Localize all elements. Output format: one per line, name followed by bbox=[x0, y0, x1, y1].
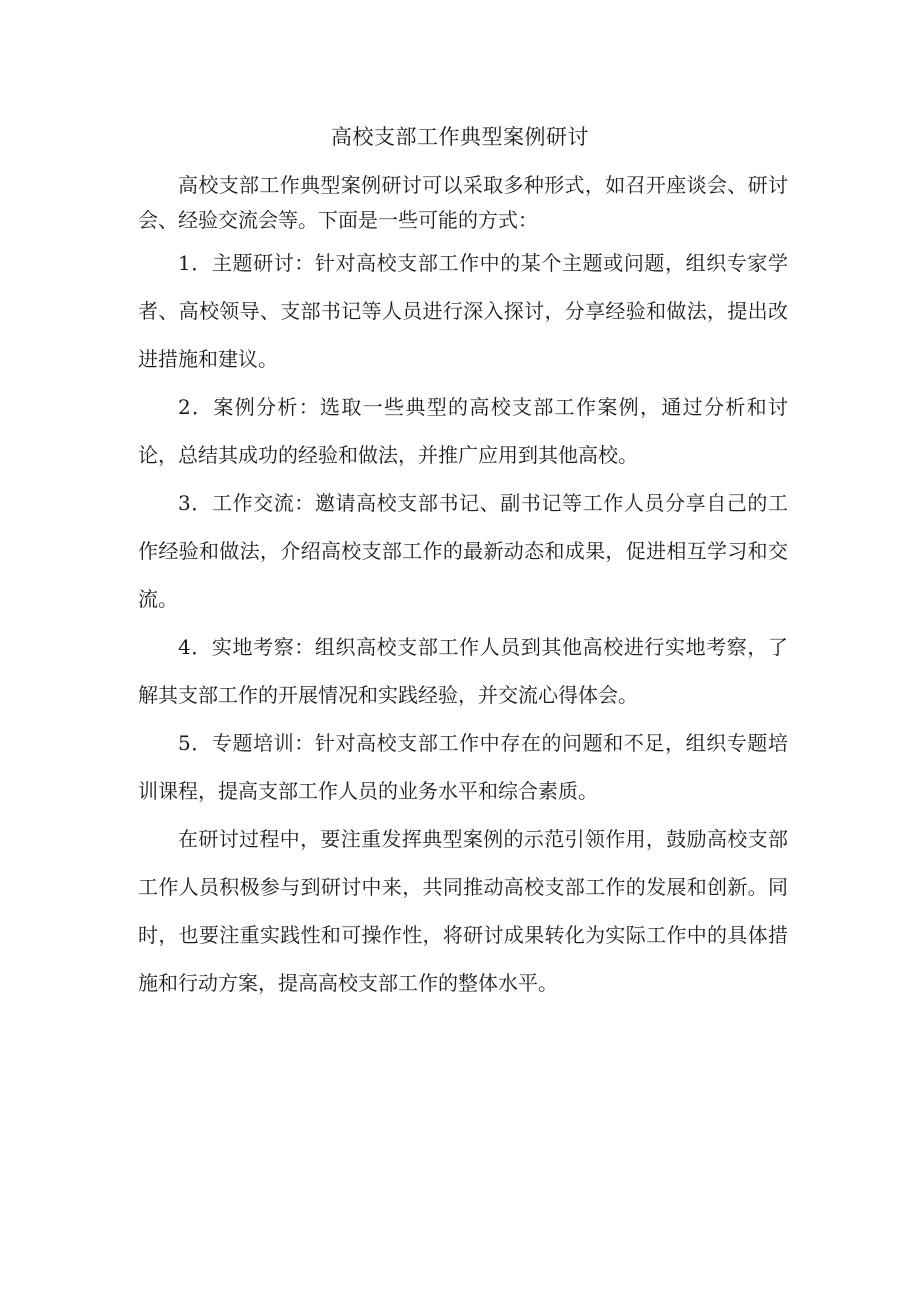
list-item: 3．工作交流：邀请高校支部书记、副书记等工作人员分享自己的工作经验和做法，介绍高校支部工作的最新动态和成果，促进相互学习和交流。 bbox=[138, 491, 788, 611]
list-item: 1．主题研讨：针对高校支部工作中的某个主题或问题，组织专家学者、高校领导、支部书记等人员进行深入探讨，分享经验和做法，提出改进措施和建议。 bbox=[138, 251, 788, 371]
list-item: 2．案例分析：选取一些典型的高校支部工作案例，通过分析和讨论，总结其成功的经验和做法，并推广应用到其他高校。 bbox=[138, 395, 788, 467]
list-item: 5．专题培训：针对高校支部工作中存在的问题和不足，组织专题培训课程，提高支部工作人员的业务水平和综合素质。 bbox=[138, 731, 788, 803]
list-item: 4．实地考察：组织高校支部工作人员到其他高校进行实地考察，了解其支部工作的开展情况和实践经验，并交流心得体会。 bbox=[138, 635, 788, 707]
intro-paragraph: 高校支部工作典型案例研讨可以采取多种形式，如召开座谈会、研讨会、经验交流会等。下面是一些可能的方式： bbox=[138, 173, 788, 232]
conclusion-paragraph: 在研讨过程中，要注重发挥典型案例的示范引领作用，鼓励高校支部工作人员积极参与到研讨中来，共同推动高校支部工作的发展和创新。同时，也要注重实践性和可操作性，将研讨成果转化为实际工作中的具体措施和行动方案，提高高校支部工作的整体水平。 bbox=[138, 827, 788, 995]
document-title: 高校支部工作典型案例研讨 bbox=[331, 125, 589, 149]
